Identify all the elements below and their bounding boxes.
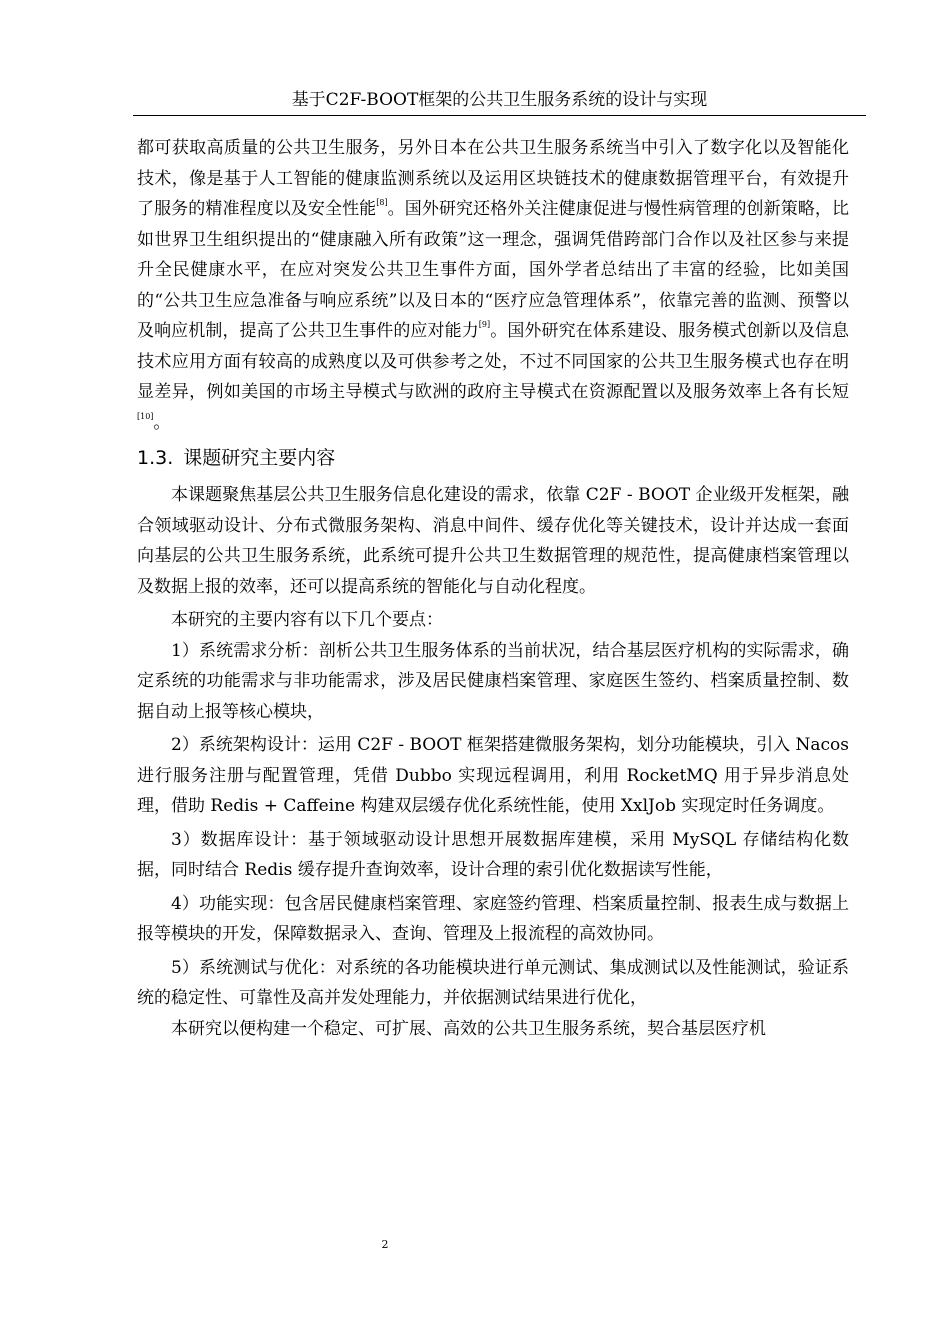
citation-ref: [10]	[137, 411, 154, 421]
list-item: 2）系统架构设计：运用 C2F - BOOT 框架搭建微服务架构，划分功能模块，引入 Nacos 进行服务注册与配置管理，凭借 Dubbo 实现远程调用，利用 RocketMQ 用于异步消息处理，借助 Redis + Caffeine 构建双层缓存优化系统性能，使用 XxlJob 实现定时任务调度。	[137, 735, 849, 816]
list-item: 3）数据库设计：基于领域驱动设计思想开展数据库建模，采用 MySQL 存储结构化数据，同时结合 Redis 缓存提升查询效率，设计合理的索引优化数据读写性能，	[137, 829, 849, 880]
paragraph: 本课题聚焦基层公共卫生服务信息化建设的需求，依靠 C2F - BOOT 企业级开发框架，融合领域驱动设计、分布式微服务架构、消息中间件、缓存优化等关键技术，设计并达成一套面向基层的公共卫生服务系统，此系统可提升公共卫生数据管理的规范性，提高健康档案管理以及数据上报的效率，还可以提高系统的智能化与自动化程度。	[137, 485, 849, 597]
running-header: 基于C2F-BOOT框架的公共卫生服务系统的设计与实现	[291, 90, 708, 110]
page-number: 2	[381, 1238, 389, 1251]
citation-ref: [8]	[376, 198, 388, 207]
text-segment: 。国外研究在体系建设、服务模式创新以及信息技术应用方面有较高的成熟度以及可供参考之处，不过不同国家的公共卫生服务模式也存在明显差异，例如美国的市场主导模式与欧洲的政府主导模式在资源配置以及服务效率上各有长短	[137, 321, 850, 402]
section-title: 课题研究主要内容	[183, 447, 336, 469]
text-segment: 。国外研究还格外关注健康促进与慢性病管理的创新策略，比如世界卫生组织提出的“健康融入所有政策”这一理念，强调凭借跨部门合作以及社区参与来提升全民健康水平，在应对突发公共卫生事件方面，国外学者总结出了丰富的经验，比如美国的“公共卫生应急准备与响应系统”以及日本的“医疗应急管理体系”，依靠完善的监测、预警以及响应机制，提高了公共卫生事件的应对能力	[137, 199, 850, 341]
text-segment: 。	[153, 412, 171, 433]
paragraph: 本研究以便构建一个稳定、可扩展、高效的公共卫生服务系统，契合基层医疗机	[171, 1018, 766, 1039]
citation-ref: [9]	[478, 320, 491, 329]
list-item: 4）功能实现：包含居民健康档案管理、家庭签约管理、档案质量控制、报表生成与数据上报等模块的开发，保障数据录入、查询、管理及上报流程的高效协同。	[137, 893, 849, 944]
paragraph-continued	[137, 133, 849, 438]
section-heading	[137, 441, 849, 475]
list-item: 5）系统测试与优化：对系统的各功能模块进行单元测试、集成测试以及性能测试，验证系统的稳定性、可靠性及高并发处理能力，并依据测试结果进行优化，	[137, 957, 849, 1008]
text-segment: 都可获取高质量的公共卫生服务，另外日本在公共卫生服务系统当中引入了数字化以及智能化技术，像是基于人工智能的健康监测系统以及运用区块链技术的健康数据管理平台，有效提升了服务的精准程度以及安全性能	[137, 138, 849, 219]
body-text	[137, 133, 849, 1044]
list-item: 1）系统需求分析：剖析公共卫生服务体系的当前状况，结合基层医疗机构的实际需求，确定系统的功能需求与非功能需求，涉及居民健康档案管理、家庭医生签约、档案质量控制、数据自动上报等核心模块，	[137, 640, 849, 722]
paragraph: 本研究的主要内容有以下几个要点：	[171, 610, 443, 630]
header-rule	[133, 115, 866, 116]
section-number: 1.3.	[137, 447, 174, 469]
